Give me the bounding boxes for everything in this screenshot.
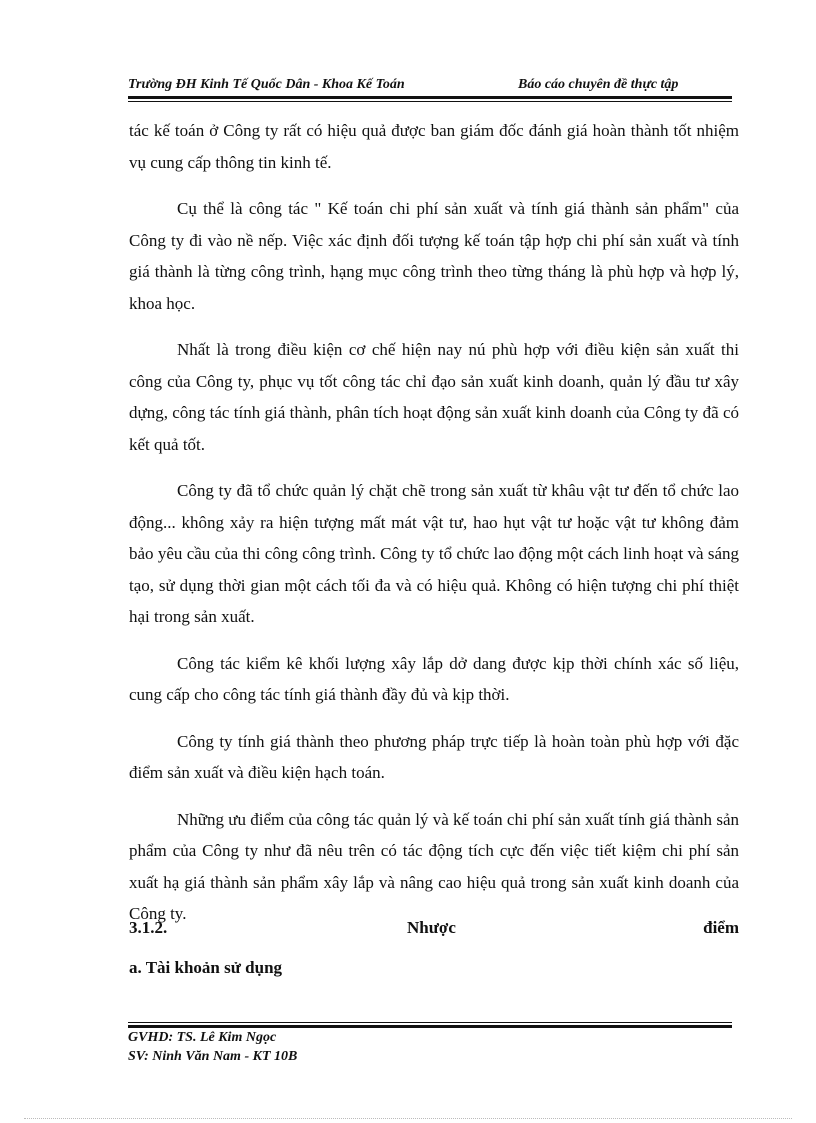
- paragraph: Công ty tính giá thành theo phương pháp trực tiếp là hoàn toàn phù hợp với đặc điểm sản xuất và điều kiện hạch toán.: [129, 731, 739, 782]
- paragraph: Công ty đã tổ chức quản lý chặt chẽ trong sản xuất từ khâu vật tư đến tổ chức lao động... không xảy ra hiện tượng mất mát vật tư, hao hụt vật tư hoặc vật tư không đảm bảo yêu cầu của thi công công trình. Công ty tổ chức lao động một cách linh hoạt và sáng tạo, sử dụng thời gian một cách tối đa và có hiệu quả. Không có hiện tượng chi phí thiệt hại trong sản xuất.: [129, 481, 739, 626]
- paragraph: Cụ thể là công tác " Kế toán chi phí sản xuất và tính giá thành sản phẩm" của Công ty đi vào nề nếp. Việc xác định đối tượng kế toán tập hợp chi phí sản xuất và tính giá thành là từng công trình, hạng mục công trình theo từng tháng là phù hợp và hợp lý, khoa học.: [129, 199, 739, 313]
- footer-rule-thin: [128, 1022, 732, 1023]
- footer-supervisor: GVHD: TS. Lê Kim Ngọc: [128, 1030, 277, 1045]
- header-rule-thin: [128, 101, 732, 102]
- section-number: 3.1.2.: [129, 918, 168, 937]
- section-heading: [129, 916, 739, 940]
- paragraph: Công tác kiểm kê khối lượng xây lắp dở dang được kịp thời chính xác số liệu, cung cấp cho công tác tính giá thành đầy đủ và kịp thời.: [129, 653, 739, 704]
- body-text: [129, 115, 739, 945]
- section-word-2: điểm: [703, 918, 739, 937]
- header-rule-thick: [128, 96, 732, 99]
- header-report-title: Báo cáo chuyên đề thực tập: [518, 77, 679, 92]
- header-school: Trường ĐH Kinh Tế Quốc Dân - Khoa Kế Toán: [128, 77, 405, 92]
- paragraph: Những ưu điểm của công tác quản lý và kế toán chi phí sản xuất tính giá thành sản phẩm của Công ty như đã nêu trên có tác động tích cực đến việc tiết kiệm chi phí sản xuất hạ giá thành sản phẩm xây lắp và nâng cao hiệu quả trong sản xuất kinh doanh của Công ty.: [129, 809, 739, 923]
- paragraph: tác kế toán ở Công ty rất có hiệu quả được ban giám đốc đánh giá hoàn thành tốt nhiệm vụ cung cấp thông tin kinh tế.: [129, 121, 739, 172]
- page-edge-divider: [24, 1118, 792, 1119]
- paragraph: Nhất là trong điều kiện cơ chế hiện nay nú phù hợp với điều kiện sản xuất thi công của Công ty, phục vụ tốt công tác chỉ đạo sản xuất kinh doanh, quản lý đầu tư xây dựng, công tác tính giá thành, phân tích hoạt động sản xuất kinh doanh của Công ty đã có kết quả tốt.: [129, 340, 739, 454]
- section-word-1: Nhược: [407, 918, 456, 937]
- page-footer: [128, 1028, 297, 1066]
- page-header: [128, 76, 732, 96]
- subheading: a. Tài khoản sử dụng: [129, 958, 283, 977]
- footer-student: SV: Ninh Văn Nam - KT 10B: [128, 1049, 298, 1064]
